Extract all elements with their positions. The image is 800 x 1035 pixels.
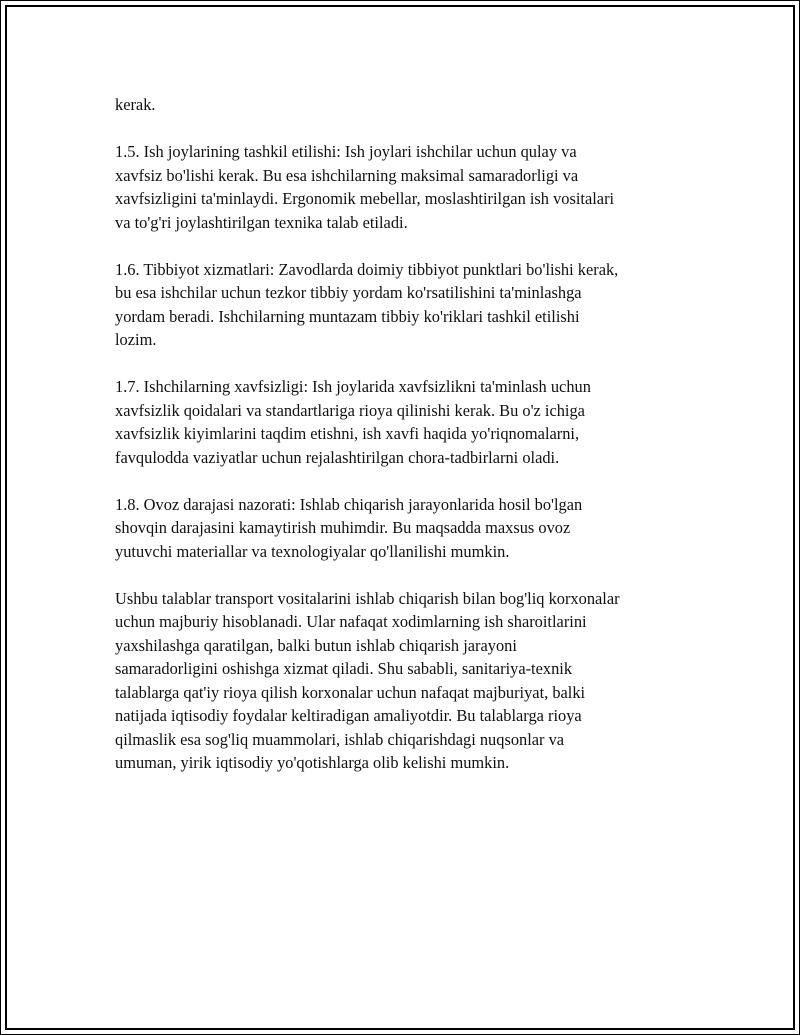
text-line: yaxshilashga qaratilgan, balki butun ishlab chiqarish jarayoni <box>115 635 517 655</box>
paragraph <box>115 493 695 564</box>
paragraph <box>115 93 695 117</box>
text-line: yutuvchi materiallar va texnologiyalar qo'llanilishi mumkin. <box>115 541 510 561</box>
text-line: talablarga qat'iy rioya qilish korxonalar uchun nafaqat majburiyat, balki <box>115 682 586 702</box>
text-line: shovqin darajasini kamaytirish muhimdir. Bu maqsadda maxsus ovoz <box>115 518 571 537</box>
paragraph <box>115 587 695 775</box>
text-line: 1.6. Tibbiyot xizmatlari: Zavodlarda doimiy tibbiyot punktlari bo'lishi kerak, <box>115 259 619 279</box>
text-line: va to'g'ri joylashtirilgan texnika talab etiladi. <box>115 212 408 232</box>
text-line: xavfsizligini ta'minlaydi. Ergonomik mebellar, moslashtirilgan ish vositalari <box>115 189 615 208</box>
text-line: xavfsiz bo'lishi kerak. Bu esa ishchilarning maksimal samaradorligi va <box>115 165 579 185</box>
text-line: natijada iqtisodiy foydalar keltiradigan amaliyotdir. Bu talablarga rioya <box>115 706 582 725</box>
text-line: samaradorligini oshishga xizmat qiladi. Shu sababli, sanitariya-texnik <box>115 659 573 678</box>
text-line: xavfsizlik qoidalari va standartlariga rioya qilinishi kerak. Bu o'z ichiga <box>115 400 585 420</box>
text-line: 1.8. Ovoz darajasi nazorati: Ishlab chiqarish jarayonlarida hosil bo'lgan <box>115 494 583 514</box>
text-line: qilmaslik esa sog'liq muammolari, ishlab chiqarishdagi nuqsonlar va <box>115 729 565 749</box>
paragraph <box>115 140 695 234</box>
text-line: 1.7. Ishchilarning xavfsizligi: Ish joylarida xavfsizlikni ta'minlash uchun <box>115 377 591 396</box>
text-line: Ushbu talablar transport vositalarini ishlab chiqarish bilan bog'liq korxonalar <box>115 588 620 608</box>
paragraph <box>115 375 695 469</box>
text-line: kerak. <box>115 95 156 114</box>
text-line: umuman, yirik iqtisodiy yo'qotishlarga olib kelishi mumkin. <box>115 753 510 772</box>
document-body <box>115 93 695 798</box>
paragraph <box>115 258 695 352</box>
text-line: 1.5. Ish joylarining tashkil etilishi: Ish joylari ishchilar uchun qulay va <box>115 142 577 161</box>
text-line: favqulodda vaziyatlar uchun rejalashtirilgan chora-tadbirlarni oladi. <box>115 447 560 467</box>
text-line: bu esa ishchilar uchun tezkor tibbiy yordam ko'rsatilishini ta'minlashga <box>115 283 582 302</box>
text-line: uchun majburiy hisoblanadi. Ular nafaqat xodimlarning ish sharoitlarini <box>115 612 587 631</box>
text-line: yordam beradi. Ishchilarning muntazam tibbiy ko'riklari tashkil etilishi <box>115 306 580 326</box>
text-line: lozim. <box>115 330 157 349</box>
text-line: xavfsizlik kiyimlarini taqdim etishni, ish xavfi haqida yo'riqnomalarni, <box>115 424 580 443</box>
